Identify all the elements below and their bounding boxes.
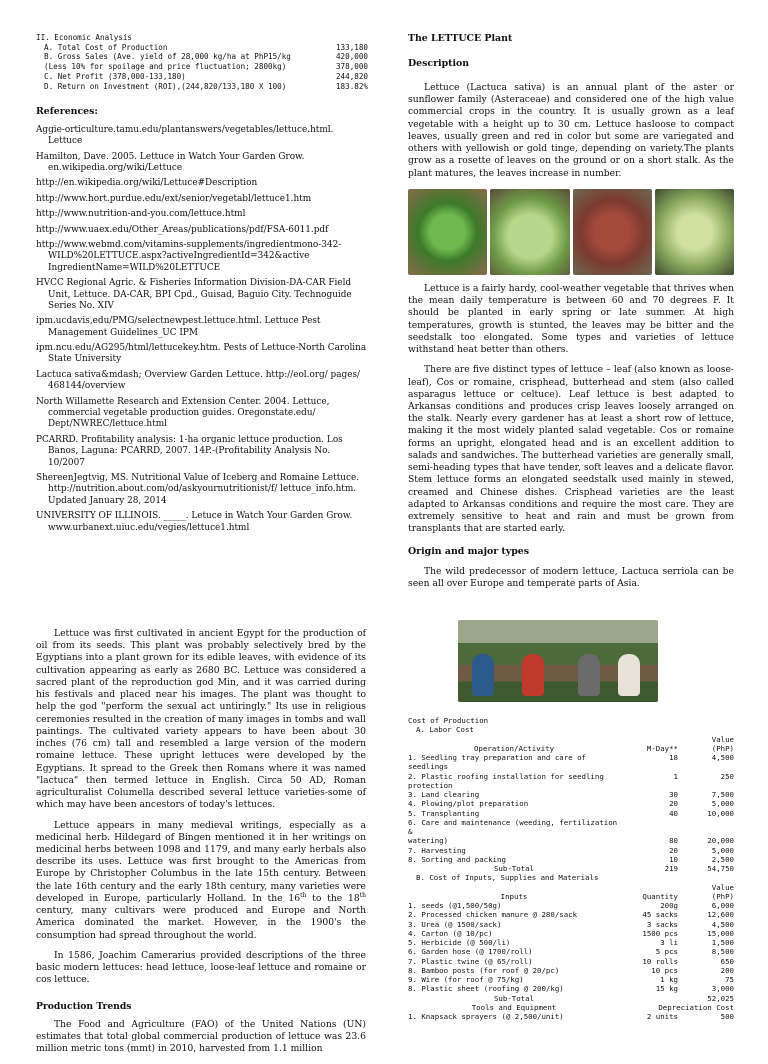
origin-paragraph: The wild predecessor of modern lettuce, Lactuca serriola can be seen all over Europe and temperate parts of Asia.: [408, 566, 734, 590]
input-row-item: 8. Bamboo posts (for roof @ 20/pc): [408, 965, 560, 975]
input-row-item: 8. Plastic sheet (roofing @ 200/kg): [408, 984, 564, 994]
input-row-value: 650: [720, 956, 734, 966]
labor-row: [408, 809, 734, 818]
input-row-qty: 1 kg: [660, 975, 678, 984]
input-row-value: 3,000: [711, 984, 734, 994]
labor-row-qty: 30: [669, 790, 678, 799]
input-row-value: 6,000: [711, 901, 734, 910]
labor-row-qty: 20: [669, 799, 678, 809]
lettuce-photos: [408, 189, 734, 275]
labor-row-item: 8. Sorting and packing: [408, 854, 506, 864]
economic-row: [36, 62, 368, 72]
labor-row-qty: 20: [669, 845, 678, 855]
input-row-qty: 45 sacks: [642, 910, 678, 920]
economic-label: A. Total Cost of Production: [44, 42, 168, 52]
labor-row-qty: 80: [669, 836, 678, 846]
input-row-item: 6. Garden hose (@ 1700/roll): [408, 947, 533, 957]
labor-row-item: 6. Care and maintenance (weeding, fertilization &: [408, 817, 618, 836]
labor-row-item: 4. Plowing/plot preparation: [408, 799, 529, 809]
input-row-item: 2. Processed chicken manure @ 280/sack: [408, 910, 578, 920]
reference-item: Lactuca sativa&mdash; Overview Garden Lettuce. http://eol.org/ pages/ 468144/overview: [36, 369, 360, 392]
worker-figure: [522, 654, 544, 696]
tool-row-value: 500: [720, 1012, 734, 1021]
economic-title: II. Economic Analysis: [36, 33, 133, 42]
labor-row-item: 5. Transplanting: [408, 808, 480, 818]
labor-row: [408, 772, 734, 791]
labor-row-value: 10,000: [707, 808, 734, 818]
input-row-value: 1,500: [711, 938, 734, 947]
reference-item: PCARRD. Profitability analysis: 1-ha organic lettuce production. Los Banos, Laguna: PCARRD, 2007. 14P.-(Profitability Analysis No. 10/2007: [36, 434, 343, 468]
value-header: Value: [711, 734, 734, 744]
plant-title: The LETTUCE Plant: [408, 33, 513, 44]
tool-row: [408, 1012, 734, 1021]
top-right-column: [408, 33, 734, 599]
cost-of-production-table: Cost of Production A. Labor Cost Value Operation/Activity M-Day** (PhP) 1. Seedling tray preparation and care of seedlings 18 4,500 2. Plastic roofing installation for seedling protection 1 250 3. Land clearing 30 7,500 4. Plowing/plot preparation 20 5,000 5. Transplanting 40 10,000 6. Care and maintenance (weeding, fertilization & watering) 80 20,000 7. Harvesting 20 5,000 8. Sorting and packing 10 2,500 Sub-Total 219 54,750 B. Cost of Inputs, Supplies and Materials Value Inputs Quantity (PhP) 1. seeds (@1,500/50g) 200g 6,000 2. Processed chicken manure @ 280/sack 45 sacks 12,600 3. Urea (@ 1500/sack) 3 sacks 4,500 4. Carton (@ 10/pc) 1500 pcs 15,000 5. Herbicide (@ 500/li) 3 li 1,500 6. Garden hose (@ 1700/roll) 5 pcs 8,500 7. Plastic twine (@ 65/roll) 10 rolls 650 8. Bamboo posts (for roof @ 20/pc) 10 pcs 200 9. Wire (for roof @ 75/kg) 1 kg 75 8. Plastic sheet (roofing @ 200/kg) 15 kg 3,000 Sub-Total 52,025 Tools and Equipment Depreciation Cost 1. Knapsack sprayers (@ 2,500/unit) 2 units 500: [408, 716, 734, 1021]
economic-row: [36, 52, 368, 62]
bottom-right-column: [408, 620, 734, 1021]
butterhead-lettuce-photo: [490, 189, 569, 275]
history-paragraph-3: In 1586, Joachim Camerarius provided descriptions of the three basic modern lettuces: head lettuce, loose-leaf lettuce and romaine or cos lettuce.: [36, 949, 366, 986]
economic-row: [36, 43, 368, 53]
bottom-left-column: [36, 628, 366, 1064]
input-row-qty: 5 pcs: [655, 947, 678, 957]
labor-row-item: 2. Plastic roofing installation for seedling protection: [408, 771, 604, 790]
reference-item: http://www.webmd.com/vitamins-supplements/ingredientmono-342-WILD%20LETTUCE.aspx?activeIngredientId=342&active IngredientName=WILD%20LETTUCE: [36, 239, 342, 273]
labor-row-value: 7,500: [711, 790, 734, 799]
operation-header: Operation/Activity: [473, 743, 555, 753]
labor-cost-title: A. Labor Cost: [416, 725, 474, 735]
inputs-cost-title: B. Cost of Inputs, Supplies and Materials: [416, 873, 599, 883]
labor-row-item: 1. Seedling tray preparation and care of seedlings: [408, 753, 586, 772]
labor-row-qty: 1: [673, 771, 678, 781]
production-trends-heading: Production Trends: [36, 1000, 132, 1012]
origin-heading: Origin and major types: [408, 545, 529, 557]
input-row-value: 200: [720, 965, 734, 975]
labor-row-value: 4,500: [711, 753, 734, 762]
reference-item: http://www.uaex.edu/Other_Areas/publications/pdf/FSA-6011.pdf: [36, 224, 329, 235]
input-row-item: 3. Urea (@ 1500/sack): [408, 919, 502, 929]
inputs-header: Inputs: [500, 891, 528, 901]
top-left-column: [36, 33, 368, 538]
labor-row-value: 20,000: [707, 836, 734, 846]
labor-row: [408, 790, 734, 799]
mday-header: M-Day**: [646, 743, 678, 753]
tool-row-qty: 2 units: [646, 1012, 678, 1021]
labor-row-value: 2,500: [711, 854, 734, 864]
economic-value: 183.82%: [335, 81, 368, 91]
economic-label: D. Return on Investment (ROI),(244,820/133,180 X 100): [44, 81, 287, 91]
tool-row-item: 1. Knapsack sprayers (@ 2,500/unit): [408, 1012, 564, 1021]
input-row: [408, 957, 734, 966]
quantity-header: Quantity: [642, 891, 678, 901]
reference-item: http://en.wikipedia.org/wiki/Lettuce#Description: [36, 178, 258, 189]
labor-row-value: 5,000: [711, 845, 734, 855]
labor-row-value: 5,000: [711, 799, 734, 809]
php-header: (PhP): [711, 743, 734, 753]
economic-row: [36, 72, 368, 82]
economic-row: [36, 82, 368, 92]
input-row-qty: 3 sacks: [646, 919, 678, 929]
description-paragraph-2: Lettuce is a fairly hardy, cool-weather vegetable that thrives when the mean daily temperature is between 60 and 70 degrees F. It should be planted in early spring or late summer. At high temperatures, growth is stunted, the leaves may be bitter and the seedstalk too elongated. Some types and varieties of lettuce withstand heat better than others.: [408, 282, 734, 356]
input-row-qty: 15 kg: [655, 984, 678, 994]
input-row-qty: 200g: [660, 901, 678, 910]
input-row-item: 5. Herbicide (@ 500/li): [408, 938, 511, 947]
economic-value: 378,000: [335, 62, 368, 72]
input-row-item: 7. Plastic twine (@ 65/roll): [408, 956, 533, 966]
reference-item: http://www.nutrition-and-you.com/lettuce.html: [36, 209, 246, 220]
depreciation-header: Depreciation Cost: [658, 1002, 734, 1012]
input-row-qty: 3 li: [660, 938, 678, 947]
reference-item: ShereenJegtvig, MS. Nutritional Value of Iceberg and Romaine Lettuce. http://nutrition.about.com/od/askyournutritionist/f/ lettuce_info.htm. Updated January 28, 2014: [36, 472, 360, 506]
labor-row-value: [678, 818, 734, 837]
reference-item: Hamilton, Dave. 2005. Lettuce in Watch Your Garden Grow. en.wikipedia.org/wiki/Lettuce: [36, 151, 305, 173]
labor-row: [408, 753, 734, 772]
reference-item: http://www.hort.purdue.edu/ext/senior/vegetabl/lettuce1.htm: [36, 193, 312, 204]
labor-row-value: 250: [720, 771, 734, 781]
references-list: [36, 125, 368, 534]
labor-row-item: watering): [408, 836, 449, 846]
labor-row-qty: 18: [669, 753, 678, 762]
field-workers-photo: [458, 620, 658, 702]
references-heading: References:: [36, 106, 98, 118]
input-row-qty: 10 rolls: [642, 956, 678, 966]
worker-figure: [578, 654, 600, 696]
labor-row-item: 7. Harvesting: [408, 845, 466, 855]
worker-figure: [618, 654, 640, 696]
input-row-qty: 10 pcs: [651, 965, 678, 975]
input-row: [408, 938, 734, 947]
input-row-value: 15,000: [707, 928, 734, 938]
economic-label: (Less 10% for spoilage and price fluctuation; 2800kg): [44, 62, 287, 72]
description-paragraph-1: Lettuce (Lactuca sativa) is an annual plant of the aster or sunflower family (Asteraceae) and considered one of the high value commercial crops in the country. It is usually grown as a leaf vegetable with a height up to 30 cm. Lettuce hasloose to compact leaves, usually green and red in color but some are variegated and others with yellowish or gold tinge, depending on variety.The plants grow as a rosette of leaves on the ground or on a short stalk. As the plant matures, the leaves increase in number.: [408, 82, 734, 179]
labor-subtotal-row: Sub-Total 219 54,750: [493, 864, 734, 873]
economic-value: 420,000: [335, 52, 368, 62]
labor-row: [408, 846, 734, 855]
input-row-value: 12,600: [707, 910, 734, 920]
labor-row: [408, 799, 734, 808]
input-row-item: 4. Carton (@ 10/pc): [408, 928, 493, 938]
economic-analysis: [36, 33, 368, 91]
input-row: [408, 920, 734, 929]
tools-header: Tools and Equipment: [471, 1002, 557, 1012]
input-row-value: 4,500: [711, 919, 734, 929]
input-row-item: 1. seeds (@1,500/50g): [408, 901, 502, 910]
description-paragraph-3: There are five distinct types of lettuce – leaf (also known as loose-leaf), Cos or romaine, crisphead, butterhead and stem (also called asparagus lettuce or celtuce). Leaf lettuce is best adapted to Arkansas conditions and produces crisp leaves loosely arranged on the stalk. Nearly every gardener has at least a short row of lettuce, making it the most widely planted salad vegetable. Cos or romaine forms an upright, elongated head and is an excellent addition to salads and sandwiches. The butterhead varieties are generally small, semi-heading types that have tender, soft leaves and a delicate flavor. Stem lettuce forms an elongated seedstalk used mainly in stewed, creamed and Chinese dishes. Crisphead varieties are the least adapted to Arkansas conditions and require the most care. They are extremely sensitive to heat and rain and must be grown from transplants that are started early.: [408, 364, 734, 535]
reference-item: ipm.ucdavis,edu/PMG/selectnewpest.lettuce.html. Lettuce Pest Management Guidelines_UC IPM: [36, 316, 321, 338]
reference-item: North Willamette Research and Extension Center. 2004. Lettuce, commercial vegetable production guides. Oregonstate.edu/ Dept/NWREC/lettuce.html: [36, 396, 330, 430]
reference-item: UNIVERSITY OF ILLINOIS. _____. Letuce in Watch Your Garden Grow. www.urbanext.uiuc.edu/vegies/lettuce1.html: [36, 511, 353, 533]
red-lettuce-photo: [573, 189, 652, 275]
input-row: [408, 929, 734, 938]
romaine-lettuce-photo: [655, 189, 734, 275]
history-paragraph-2: Lettuce appears in many medieval writings, especially as a medicinal herb. Hildegard of Bingen mentioned it in her writings on medicinal herbs between 1098 and 1179, and many early herbals also describe its uses. Lettuce was first brought to the Americas from Europe by Christopher Columbus in the late 15th century. Between the late 16th century and the early 18th century, many varieties were developed in Europe, particularly Holland. In the 16th to the 18th century, many cultivars were produced and Europe and North America dominated the market. However, in the 1900's the consumption had spread throughout the world.: [36, 819, 366, 941]
worker-figure: [472, 654, 494, 696]
input-row: [408, 901, 734, 910]
labor-row-item: 3. Land clearing: [408, 790, 480, 799]
input-row: [408, 947, 734, 956]
economic-value: 133,180: [335, 42, 368, 52]
labor-row: [408, 855, 734, 864]
description-heading: Description: [408, 57, 470, 69]
economic-value: 244,820: [335, 71, 368, 81]
labor-row-qty: 40: [669, 808, 678, 818]
labor-row-qty: 10: [669, 854, 678, 864]
history-paragraph-1: Lettuce was first cultivated in ancient Egypt for the production of oil from its seeds. This plant was probably selectively bred by the Egyptians into a plant grown for its edible leaves, with evidence of its cultivation appearing as early as 2680 BC. Lettuce was considered a sacred plant of the reproduction god Min, and it was carried during his festivals and placed near his images. The plant was thought to help the god "perform the sexual act untiringly." Its use in religious ceremonies resulted in the creation of many images in tombs and wall paintings. The cultivated variety appears to have been about 30 inches (76 cm) tall and resembled a large version of the modern romaine lettuce. These upright lettuces were developed by the Egyptians. It spread to the Greek then Romans where it was named "lactuca" then termed lettuce in English. Circa 50 AD, Roman agriculturalist Columella described several lettuce varieties-some of which may have been ancestors of today's lettuces.: [36, 628, 366, 811]
economic-label: C. Net Profit (378,000-133,180): [44, 71, 186, 81]
green-lettuce-photo: [408, 189, 487, 275]
input-row-item: 9. Wire (for roof @ 75/kg): [408, 975, 524, 984]
input-row: [408, 910, 734, 919]
input-row: [408, 975, 734, 984]
input-row-value: 75: [725, 975, 734, 984]
reference-item: ipm.ncu.edu/AG295/html/lettucekey.htm. Pests of Lettuce-North Carolina State University: [36, 343, 367, 365]
labor-row: [408, 818, 734, 837]
production-paragraph: The Food and Agriculture (FAO) of the United Nations (UN) estimates that total global commercial production of lettuce was 23.6 million metric tons (mmt) in 2010, harvested from 1.1 million: [36, 1018, 366, 1055]
labor-row: [408, 836, 734, 845]
inputs-subtotal-row: Sub-Total 52,025: [493, 993, 734, 1003]
input-row: [408, 984, 734, 993]
reference-item: Aggie-orticulture.tamu.edu/plantanswers/vegetables/lettuce.html. Lettuce: [36, 124, 334, 147]
labor-row-qty: [620, 818, 678, 837]
input-row: [408, 966, 734, 975]
reference-item: HVCC Regional Agric. & Fisheries Information Division-DA-CAR Field Unit, Lettuce. DA-CAR, BPI Cpd., Guisad, Baguio City. Technoguide Series No. XIV: [36, 278, 352, 311]
input-row-value: 8,500: [711, 947, 734, 957]
input-row-qty: 1500 pcs: [642, 928, 678, 938]
cost-title: Cost of Production: [408, 716, 489, 725]
economic-label: B. Gross Sales (Ave. yield of 28,000 kg/ha at PhP15/kg: [44, 52, 291, 62]
